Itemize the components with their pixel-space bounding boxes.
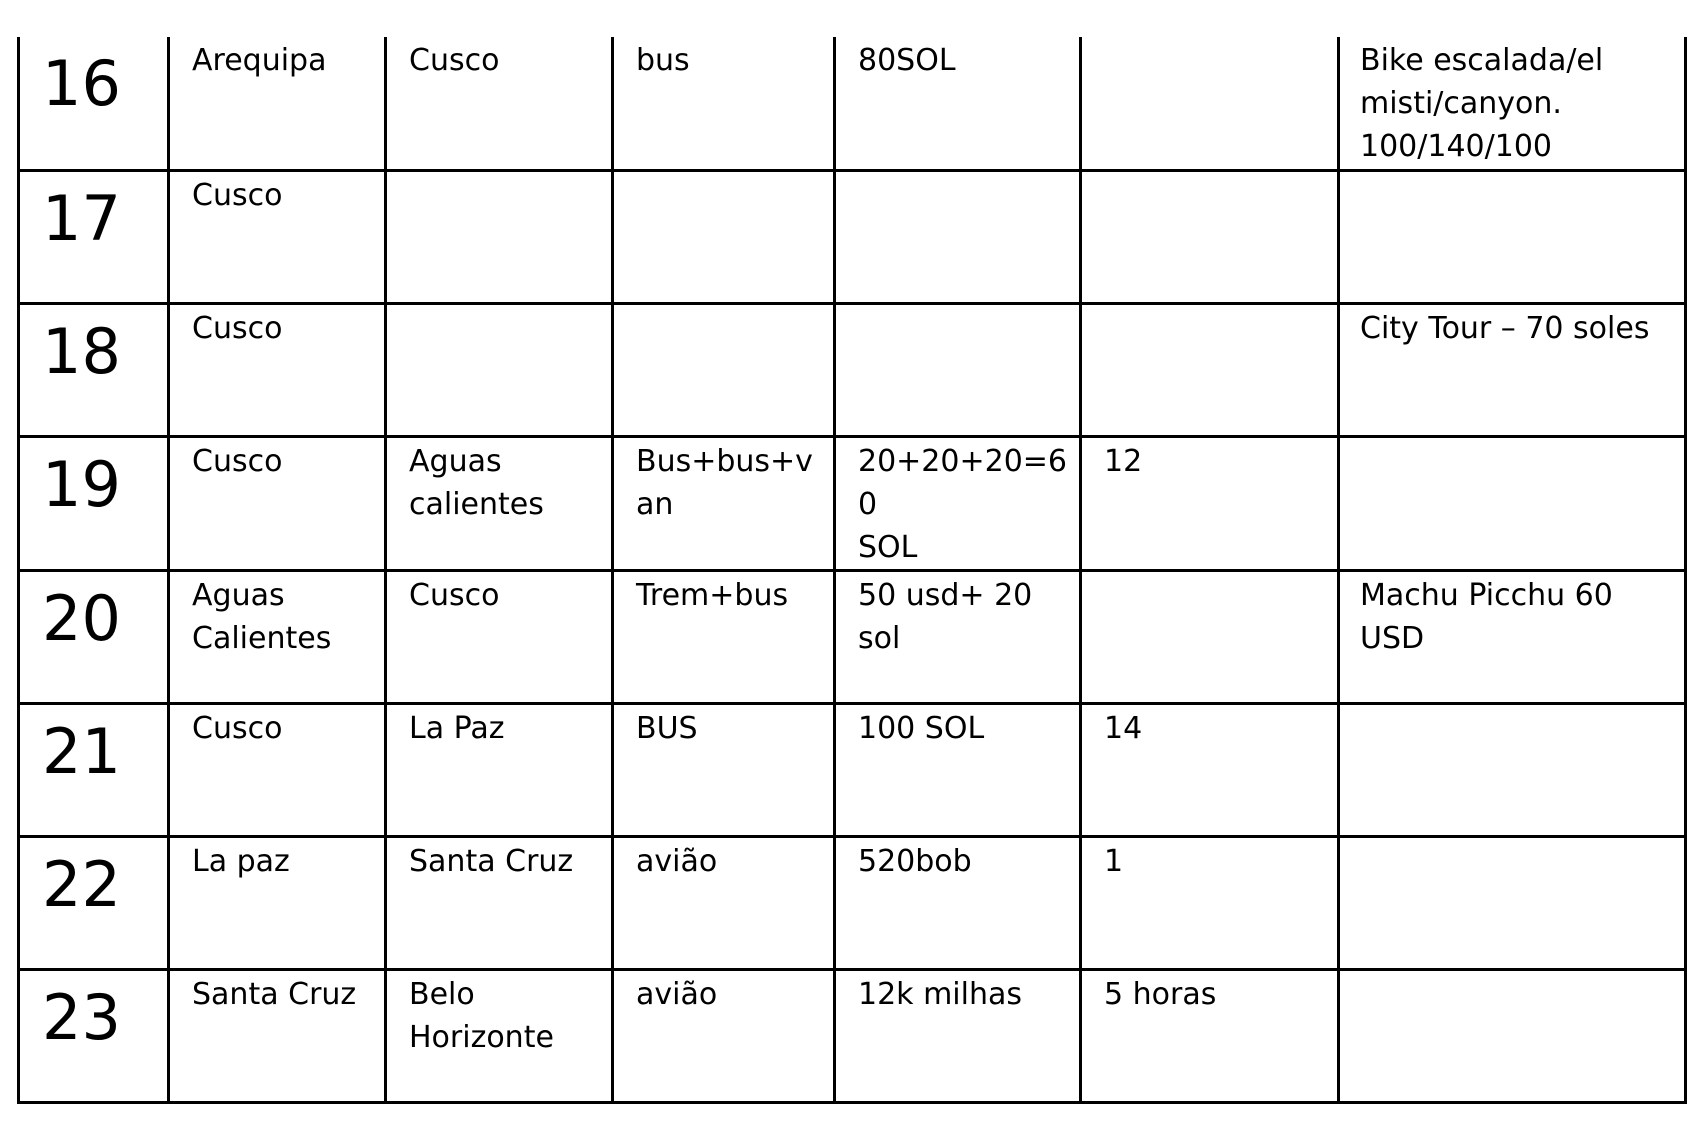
destination-text: Belo Horizonte (409, 976, 554, 1055)
transport-text: Trem+bus (636, 577, 789, 613)
to-cell (386, 170, 613, 303)
hours-cell (1081, 836, 1339, 969)
duration-text (1082, 572, 1337, 574)
destination-text: Aguas calientes (409, 443, 544, 522)
table-row (19, 303, 1686, 436)
notes-cell (1339, 703, 1686, 836)
notes-text: Machu Picchu 60 USD (1360, 577, 1613, 656)
to-cell (386, 703, 613, 836)
day-cell (19, 969, 169, 1102)
to-cell (386, 836, 613, 969)
hours-cell (1081, 37, 1339, 170)
duration-text: 14 (1104, 710, 1143, 746)
cost-text (836, 305, 1079, 307)
transport-text: avião (636, 976, 718, 1012)
destination-text (387, 305, 611, 307)
notes-text (1340, 971, 1684, 973)
to-cell (386, 303, 613, 436)
hours-cell (1081, 303, 1339, 436)
notes-cell (1339, 570, 1686, 703)
origin-text: Arequipa (192, 43, 327, 78)
notes-text: Bike escalada/el misti/canyon. 100/140/100 (1360, 43, 1604, 164)
to-cell (386, 436, 613, 570)
origin-text: Cusco (192, 710, 283, 746)
cost-cell (835, 570, 1081, 703)
cost-cell (835, 37, 1081, 170)
transport-text: bus (636, 43, 690, 78)
destination-text: Cusco (409, 577, 500, 613)
table-row (19, 170, 1686, 303)
cost-text: 80SOL (858, 43, 956, 78)
mode-cell (613, 37, 835, 170)
mode-cell (613, 570, 835, 703)
table-row (19, 37, 1686, 170)
mode-cell (613, 436, 835, 570)
day-number: 19 (42, 447, 121, 521)
duration-text (1082, 172, 1337, 174)
origin-text: Aguas Calientes (192, 577, 332, 656)
from-cell (169, 703, 386, 836)
notes-text (1340, 838, 1684, 840)
duration-text: 12 (1104, 443, 1143, 479)
hours-cell (1081, 570, 1339, 703)
origin-text: Cusco (192, 310, 283, 346)
origin-text: La paz (192, 843, 290, 879)
notes-cell (1339, 436, 1686, 570)
from-cell (169, 836, 386, 969)
itinerary-table (17, 37, 1687, 1104)
from-cell (169, 37, 386, 170)
from-cell (169, 436, 386, 570)
notes-text (1340, 705, 1684, 707)
duration-text (1082, 37, 1337, 39)
cost-text: 20+20+20=60 SOL (858, 443, 1068, 565)
cost-cell (835, 703, 1081, 836)
table-row (19, 570, 1686, 703)
day-cell (19, 836, 169, 969)
notes-text (1340, 172, 1684, 174)
notes-cell (1339, 37, 1686, 170)
hours-cell (1081, 969, 1339, 1102)
day-cell (19, 436, 169, 570)
from-cell (169, 969, 386, 1102)
mode-cell (613, 303, 835, 436)
day-cell (19, 703, 169, 836)
destination-text: Cusco (409, 43, 500, 78)
transport-text (614, 305, 833, 307)
hours-cell (1081, 170, 1339, 303)
transport-text: Bus+bus+van (636, 443, 813, 522)
notes-cell (1339, 170, 1686, 303)
cost-text: 100 SOL (858, 710, 985, 746)
day-number: 21 (42, 714, 121, 788)
notes-cell (1339, 969, 1686, 1102)
mode-cell (613, 170, 835, 303)
day-cell (19, 170, 169, 303)
day-cell (19, 37, 169, 170)
day-cell (19, 570, 169, 703)
cost-text: 50 usd+ 20 sol (858, 577, 1033, 656)
day-number: 23 (42, 980, 121, 1054)
mode-cell (613, 836, 835, 969)
cost-text (836, 172, 1079, 174)
from-cell (169, 570, 386, 703)
from-cell (169, 170, 386, 303)
mode-cell (613, 969, 835, 1102)
day-number: 20 (42, 581, 121, 655)
day-number: 17 (42, 181, 121, 255)
cost-cell (835, 969, 1081, 1102)
day-cell (19, 303, 169, 436)
transport-text: avião (636, 843, 718, 879)
hours-cell (1081, 703, 1339, 836)
cost-cell (835, 303, 1081, 436)
transport-text (614, 172, 833, 174)
destination-text: La Paz (409, 710, 505, 746)
day-number: 22 (42, 847, 121, 921)
duration-text: 1 (1104, 843, 1124, 879)
cost-cell (835, 436, 1081, 570)
hours-cell (1081, 436, 1339, 570)
destination-text (387, 172, 611, 174)
from-cell (169, 303, 386, 436)
day-number: 16 (42, 47, 121, 120)
to-cell (386, 570, 613, 703)
transport-text: BUS (636, 710, 698, 746)
table-row (19, 969, 1686, 1102)
cost-cell (835, 836, 1081, 969)
to-cell (386, 969, 613, 1102)
itinerary-sheet (17, 37, 1684, 1104)
cost-text: 520bob (858, 843, 972, 879)
notes-text (1340, 438, 1684, 440)
origin-text: Santa Cruz (192, 976, 357, 1012)
mode-cell (613, 703, 835, 836)
notes-cell (1339, 836, 1686, 969)
destination-text: Santa Cruz (409, 843, 574, 879)
cost-cell (835, 170, 1081, 303)
cost-text: 12k milhas (858, 976, 1023, 1012)
duration-text (1082, 305, 1337, 307)
duration-text: 5 horas (1104, 976, 1217, 1012)
origin-text: Cusco (192, 177, 283, 213)
table-row (19, 436, 1686, 570)
notes-cell (1339, 303, 1686, 436)
table-row (19, 703, 1686, 836)
day-number: 18 (42, 314, 121, 388)
notes-text: City Tour – 70 soles (1360, 310, 1650, 346)
origin-text: Cusco (192, 443, 283, 479)
table-row (19, 836, 1686, 969)
to-cell (386, 37, 613, 170)
